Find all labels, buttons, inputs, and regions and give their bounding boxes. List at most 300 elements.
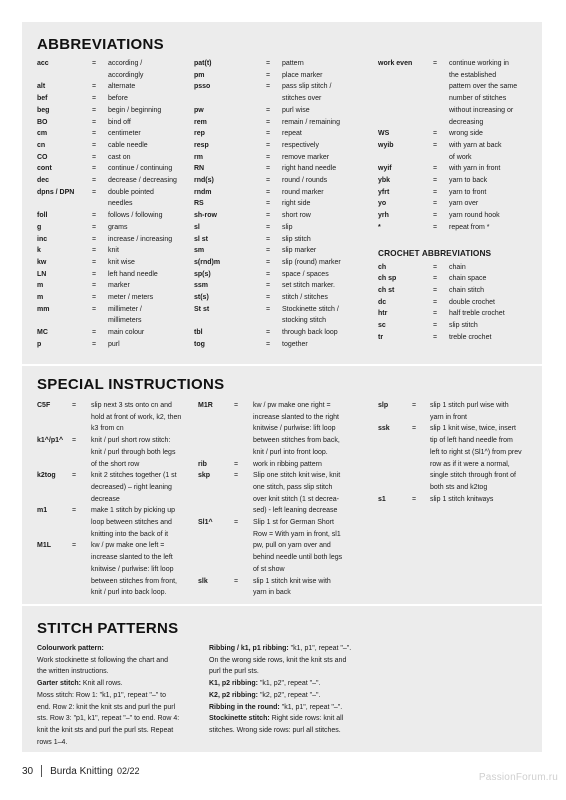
term: kw [37, 258, 47, 266]
equals-sign: = [92, 294, 97, 302]
definition-row [37, 304, 195, 316]
definition-row [37, 58, 195, 70]
definition-row [198, 470, 373, 482]
pattern-line [209, 690, 369, 702]
definition: without increasing or [449, 106, 514, 114]
equals-sign [72, 587, 91, 599]
equals-sign: = [433, 322, 438, 330]
definition: cable needle [108, 141, 148, 149]
definition-row [378, 400, 538, 412]
definition-row [378, 412, 538, 424]
definition-row [198, 540, 373, 552]
term: k2tog [37, 472, 56, 480]
equals-sign: = [234, 402, 239, 409]
definition: sed) - left leaning decrease [253, 507, 338, 515]
term: ch st [378, 286, 395, 294]
definition-row [378, 117, 538, 129]
special-column-2 [198, 400, 373, 599]
definition: marker [108, 282, 130, 290]
term: k1^/p1^ [37, 437, 64, 445]
definition-row [37, 198, 195, 210]
term [37, 70, 92, 82]
definition-row [194, 292, 369, 304]
stitch-patterns-panel [22, 606, 542, 752]
term: sl [194, 223, 200, 231]
definition-row [194, 339, 369, 351]
term [378, 93, 433, 105]
term [37, 529, 72, 541]
definition: remain / remaining [282, 118, 340, 126]
definition-row [37, 280, 195, 292]
equals-sign [433, 93, 449, 105]
definition-row [37, 117, 195, 129]
term [198, 435, 234, 447]
equals-sign: = [266, 165, 271, 173]
term: rnd(s) [194, 177, 214, 185]
definition: accordingly [108, 71, 144, 79]
definition: slip (round) marker [282, 258, 341, 266]
definition: increase / increasing [108, 235, 173, 243]
special-column-3 [378, 400, 538, 505]
equals-sign: = [433, 212, 438, 220]
pattern-text: purl the purl sts. [209, 668, 259, 676]
definition: right hand needle [282, 165, 337, 173]
equals-sign [72, 564, 91, 576]
equals-sign: = [412, 495, 417, 503]
crochet-abbreviations-list [378, 262, 538, 344]
term: tr [378, 333, 384, 341]
definition-row [378, 175, 538, 187]
definition-row [378, 58, 538, 70]
definition-row [194, 152, 369, 164]
equals-sign [433, 152, 449, 164]
term [378, 70, 433, 82]
equals-sign [266, 315, 282, 327]
term [378, 105, 433, 117]
equals-sign: = [433, 263, 438, 271]
equals-sign: = [92, 106, 97, 114]
definition: repeat from * [449, 223, 490, 231]
definition-row [37, 93, 195, 105]
equals-sign [433, 117, 449, 129]
pattern-text: "k1, p2", repeat "–". [258, 680, 321, 688]
definition: yarn to front [449, 188, 487, 196]
term: C5F [37, 402, 51, 409]
definition-row [378, 105, 538, 117]
term [37, 576, 72, 588]
definition: of the short row [91, 460, 140, 468]
term: wyif [378, 165, 392, 173]
equals-sign: = [92, 270, 97, 278]
equals-sign: = [266, 235, 271, 243]
equals-sign: = [266, 141, 271, 149]
equals-sign [412, 412, 430, 424]
definition-row [37, 163, 195, 175]
term: dc [378, 298, 387, 306]
term: LN [37, 270, 47, 278]
crochet-abbreviations-heading: CROCHET ABBREVIATIONS [378, 247, 492, 258]
pattern-line [37, 713, 205, 725]
definition: knit / purl into front loop. [253, 448, 328, 456]
term [198, 505, 234, 517]
pattern-text: "k2, p2", repeat "–". [258, 691, 321, 699]
term: bef [37, 95, 48, 103]
page-number: 30 [22, 765, 34, 777]
term: RS [194, 200, 204, 208]
definition: cast on [108, 153, 131, 161]
pattern-label: Ribbing in the round: [209, 703, 280, 711]
definition-row [194, 128, 369, 140]
definition: purl wise [282, 106, 310, 114]
definition-row [378, 494, 538, 506]
definition: pw, pull on yarn over and [253, 542, 331, 550]
equals-sign: = [92, 235, 97, 243]
equals-sign: = [72, 437, 77, 445]
term: acc [37, 60, 49, 67]
equals-sign: = [266, 258, 271, 266]
definition: yarn round hook [449, 212, 500, 220]
pattern-label: K2, p2 ribbing: [209, 691, 258, 699]
abbreviations-column-3 [378, 58, 538, 343]
equals-sign: = [92, 165, 97, 173]
definition: the established [449, 71, 497, 79]
definition-row [194, 81, 369, 93]
term: psso [194, 83, 211, 91]
equals-sign: = [92, 60, 97, 67]
equals-sign: = [266, 83, 271, 91]
definition-row [198, 482, 373, 494]
definition-row [37, 210, 195, 222]
term: pat(t) [194, 60, 212, 67]
definition-row [198, 505, 373, 517]
definition: stitch / stitches [282, 294, 328, 302]
term [37, 482, 72, 494]
definition-row [198, 459, 373, 471]
term: s1 [378, 495, 386, 503]
definition-row [198, 435, 373, 447]
term: ch [378, 263, 387, 271]
term: alt [37, 83, 46, 91]
term: inc [37, 235, 48, 243]
definition: before [108, 95, 128, 103]
equals-sign: = [72, 542, 77, 550]
pattern-text: Moss stitch: Row 1: "k1, p1", repeat "–" to [37, 691, 166, 699]
definition-row [378, 332, 538, 344]
definition-row [378, 210, 538, 222]
term: yfrt [378, 188, 390, 196]
magazine-name: Burda Knitting [50, 765, 113, 777]
definition: knitting into the back of it [91, 530, 169, 538]
definition-row [37, 494, 197, 506]
term: g [37, 223, 42, 231]
term [37, 423, 72, 435]
definition-row [37, 412, 197, 424]
abbreviations-column-1 [37, 58, 195, 351]
term: BO [37, 118, 48, 126]
term [378, 482, 412, 494]
definition-row [37, 269, 195, 281]
pattern-text: rows 1–4. [37, 738, 68, 746]
definition: continue / continuing [108, 165, 173, 173]
pattern-text: the written instructions. [37, 668, 109, 676]
definition-row [378, 285, 538, 297]
definition-row [37, 564, 197, 576]
definition: kw / pw make one left = [91, 542, 165, 550]
equals-sign: = [92, 258, 97, 266]
abbreviations-heading: ABBREVIATIONS [37, 36, 164, 53]
definition: of work [449, 153, 472, 161]
equals-sign [72, 482, 91, 494]
definition-row [37, 517, 197, 529]
definition: space / spaces [282, 270, 329, 278]
definition: through back loop [282, 329, 338, 337]
term [378, 152, 433, 164]
equals-sign: = [433, 275, 438, 283]
definition: purl [108, 340, 120, 348]
definition: place marker [282, 71, 323, 79]
term: rib [198, 460, 207, 468]
equals-sign: = [412, 425, 417, 433]
equals-sign [234, 435, 253, 447]
term: tbl [194, 329, 203, 337]
definition: hold at front of work, k2, then [91, 413, 182, 421]
definition: tip of left hand needle from [430, 437, 513, 445]
definition-row [378, 273, 538, 285]
equals-sign [234, 482, 253, 494]
definition-row [194, 257, 369, 269]
pattern-label: Colourwork pattern: [37, 645, 104, 652]
equals-sign: = [92, 188, 97, 196]
definition-row [198, 494, 373, 506]
term: RN [194, 165, 205, 173]
equals-sign [92, 198, 108, 210]
equals-sign: = [433, 177, 438, 185]
definition: continue working in [449, 60, 509, 67]
definition: Slip 1 st for German Short [253, 519, 334, 527]
equals-sign: = [92, 247, 97, 255]
definition: slip stitch [449, 322, 478, 330]
equals-sign [72, 423, 91, 435]
definition: double crochet [449, 298, 495, 306]
term [378, 447, 412, 459]
definition: bind off [108, 118, 131, 126]
definition: chain [449, 263, 466, 271]
equals-sign: = [433, 165, 438, 173]
equals-sign [234, 505, 253, 517]
pattern-label: K1, p2 ribbing: [209, 680, 258, 688]
pattern-label: Garter stitch: [37, 680, 81, 688]
equals-sign: = [433, 286, 438, 294]
term [378, 81, 433, 93]
definition-row [194, 280, 369, 292]
definition: Row = With yarn in front, sl1 [253, 530, 341, 538]
pattern-line [37, 690, 205, 702]
definition-row [37, 482, 197, 494]
equals-sign [412, 435, 430, 447]
equals-sign: = [92, 141, 97, 149]
term: cont [37, 165, 52, 173]
term: resp [194, 141, 209, 149]
term: tog [194, 340, 205, 348]
term [198, 423, 234, 435]
definition-row [378, 187, 538, 199]
definition-row [194, 327, 369, 339]
definition-row [378, 222, 538, 234]
term: rem [194, 118, 207, 126]
definition: behind needle until both legs [253, 554, 343, 562]
pattern-text: "k1, p1", repeat "–". [288, 645, 352, 652]
term: ybk [378, 177, 391, 185]
definition: of st show [253, 565, 285, 573]
abbreviations-panel [22, 22, 542, 364]
definition-row [194, 117, 369, 129]
definition: slip 1 stitch purl wise with [430, 402, 509, 409]
pattern-line [209, 713, 369, 725]
definition-row [194, 234, 369, 246]
pattern-line [209, 725, 369, 737]
definition-row [37, 315, 195, 327]
definition-row [37, 505, 197, 517]
pattern-line [37, 725, 205, 737]
definition-row [378, 70, 538, 82]
definition-row [37, 152, 195, 164]
definition-row [198, 412, 373, 424]
definition-row [378, 152, 538, 164]
equals-sign: = [266, 305, 271, 313]
definition-row [194, 163, 369, 175]
pattern-text: Work stockinette st following the chart and [37, 656, 168, 664]
definition: round marker [282, 188, 324, 196]
equals-sign: = [92, 153, 97, 161]
equals-sign: = [92, 340, 97, 348]
definition: left to right st (Sl1^) from prev [430, 448, 522, 456]
definition: Stockinette stitch / [282, 305, 339, 313]
page-footer [22, 765, 139, 777]
pattern-text: "k1, p1", repeat "–". [279, 703, 343, 711]
definition: decreased) – right leaning [91, 483, 172, 491]
equals-sign: = [266, 247, 271, 255]
equals-sign [234, 494, 253, 506]
term: dec [37, 177, 50, 185]
definition-row [378, 470, 538, 482]
definition-row [37, 81, 195, 93]
equals-sign: = [433, 130, 438, 138]
definition: needles [108, 200, 133, 208]
definition-row [37, 540, 197, 552]
definition: pass slip stitch / [282, 83, 332, 91]
term: htr [378, 310, 388, 318]
term [378, 459, 412, 471]
definition-row [378, 308, 538, 320]
pattern-text: Knit all rows. [80, 680, 123, 688]
definition: slip marker [282, 247, 317, 255]
definition: k3 from cn [91, 425, 124, 433]
pattern-line [209, 643, 369, 655]
definition: slip 1 knit wise, twice, insert [430, 425, 516, 433]
definition-row [194, 245, 369, 257]
pattern-text: end. Row 2: knit the knit sts and purl the purl [37, 703, 176, 711]
definition: row as if it were a normal, [430, 460, 510, 468]
term [198, 412, 234, 424]
term: beg [37, 106, 50, 114]
equals-sign: = [234, 472, 239, 480]
definition: loop between stitches and [91, 519, 172, 527]
definition-row [37, 470, 197, 482]
definition: between stitches from back, [253, 437, 340, 445]
definition-row [194, 269, 369, 281]
definition: together [282, 340, 308, 348]
equals-sign: = [92, 223, 97, 231]
equals-sign: = [92, 305, 97, 313]
special-column-1 [37, 400, 197, 599]
term [198, 447, 234, 459]
equals-sign: = [266, 130, 271, 138]
definition: round / rounds [282, 177, 328, 185]
definition: both sts and k2tog [430, 483, 488, 491]
definition-row [37, 187, 195, 199]
term [194, 315, 266, 327]
definition: yarn over [449, 200, 479, 208]
pattern-line [37, 666, 205, 678]
term: slp [378, 402, 389, 409]
equals-sign [234, 412, 253, 424]
equals-sign: = [92, 118, 97, 126]
equals-sign: = [266, 200, 271, 208]
definition-row [194, 315, 369, 327]
stitch-patterns-heading: STITCH PATTERNS [37, 620, 179, 637]
equals-sign [92, 70, 108, 82]
definition: slip stitch [282, 235, 311, 243]
pattern-line [37, 737, 205, 749]
definition-row [37, 447, 197, 459]
definition-row [194, 175, 369, 187]
definition: single stitch through front of [430, 472, 516, 480]
equals-sign: = [266, 177, 271, 185]
definition-row [37, 245, 195, 257]
definition-row [378, 262, 538, 274]
definition: yarn in front [430, 413, 467, 421]
definition-row [378, 423, 538, 435]
pattern-line [37, 702, 205, 714]
equals-sign: = [92, 130, 97, 138]
equals-sign [72, 529, 91, 541]
definition-row [37, 339, 195, 351]
definition-row [198, 423, 373, 435]
equals-sign [234, 540, 253, 552]
definition-row [37, 327, 195, 339]
footer-divider [41, 765, 42, 777]
pattern-label: Ribbing / k1, p1 ribbing: [209, 645, 289, 652]
definition: set stitch marker. [282, 282, 335, 290]
definition: double pointed [108, 188, 154, 196]
definition: respectively [282, 141, 319, 149]
definition: pattern over the same [449, 83, 518, 91]
term: pw [194, 106, 204, 114]
equals-sign: = [92, 212, 97, 220]
definition-row [378, 435, 538, 447]
definition: knitwise / purlwise: lift loop [253, 425, 336, 433]
definition: between stitches from front, [91, 577, 177, 585]
definition: slip next 3 sts onto cn and [91, 402, 172, 409]
equals-sign: = [412, 402, 417, 409]
term [378, 435, 412, 447]
definition-row [37, 459, 197, 471]
definition: centimeter [108, 130, 141, 138]
definition: with yarn at back [449, 141, 502, 149]
term: work even [378, 60, 413, 67]
pattern-text: sts. Row 3: "p1, k1", repeat "–" to end. Row 4: [37, 715, 180, 723]
pattern-line [37, 655, 205, 667]
